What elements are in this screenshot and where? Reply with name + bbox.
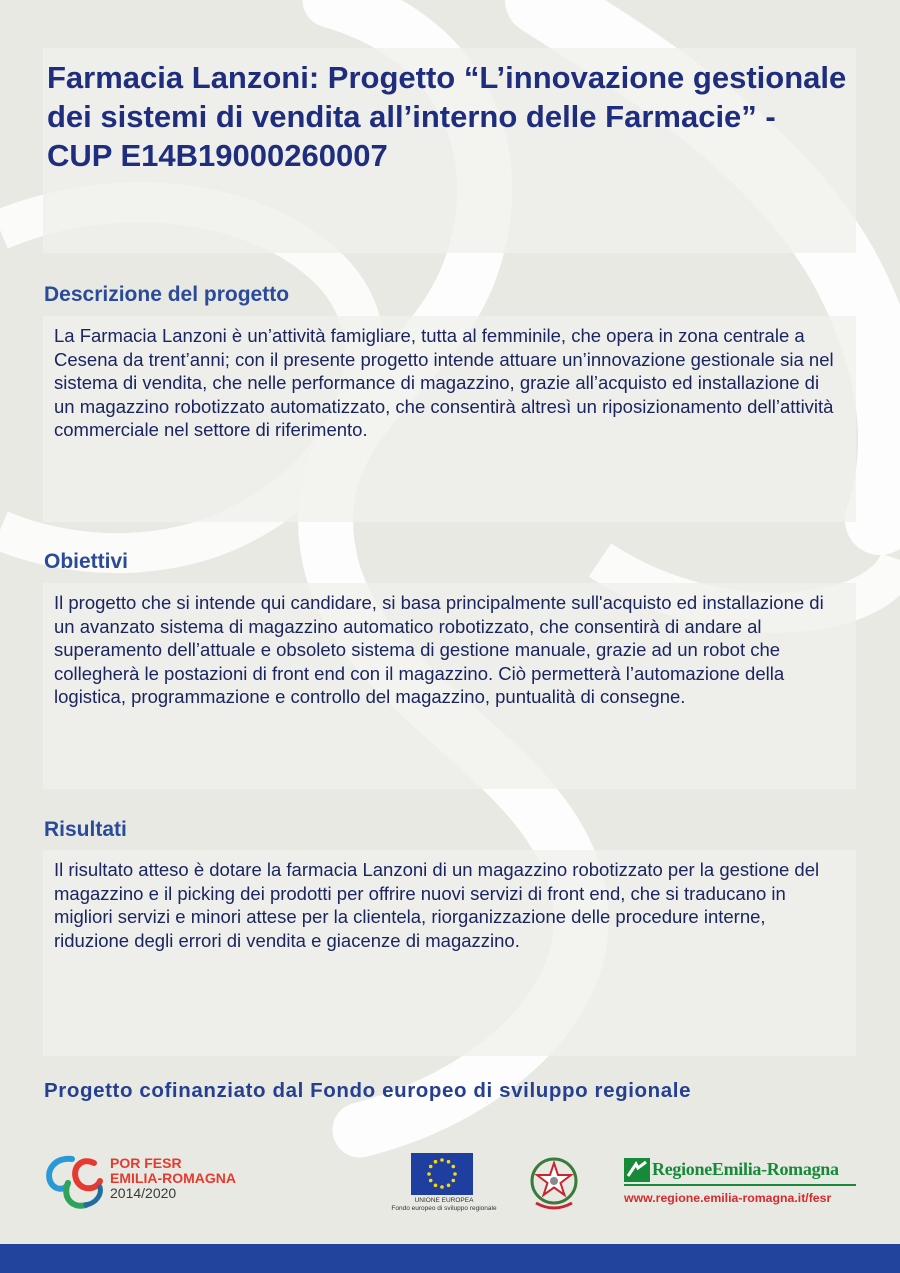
cofinancing-claim: Progetto cofinanziato dal Fondo europeo di sviluppo regionale <box>44 1079 692 1102</box>
por-fesr-logo <box>42 1151 252 1213</box>
regione-emilia-romagna-logo <box>624 1158 858 1210</box>
section-body-risultati: Il risultato atteso è dotare la farmacia Lanzoni di un magazzino robotizzato per la gestione del magazzino e il picking dei prodotti per offrire nuovi servizi di front end, che si traducano in migliori servizi e minori attese per la clientela, riorganizzazione delle procedure interne, riduzione degli errori di vendita e giacenze di magazzino. <box>54 859 820 951</box>
region-url-link[interactable]: www.regione.emilia-romagna.it/fesr <box>624 1191 832 1205</box>
por-fesr-logo-icon <box>42 1151 106 1213</box>
section-body-descrizione: La Farmacia Lanzoni è un’attività famigliare, tutta al femminile, che opera in zona centrale a Cesena da trent’anni; con il presente progetto intende attuare un’innovazione gestionale sia nel sistema di vendita, che nelle performance di magazzino, grazie all’acquisto ed installazione di un magazzino robotizzato automatizzato, che consentirà altresì un riposizionamento dell’attività commerciale nel settore di riferimento. <box>54 325 834 441</box>
eu-caption-fund: Fondo europeo di sviluppo regionale <box>391 1205 497 1212</box>
section-body-obiettivi: Il progetto che si intende qui candidare, si basa principalmente sull'acquisto ed installazione di un avanzato sistema di magazzino automatico robotizzato, che consentirà di andare al superamento dell’attuale e obsoleto sistema di gestione manuale, grazie ad un robot che collegherà le postazioni di front end con il magazzino. Ciò permetterà l’automazione della logistica, programmazione e controllo del magazzino, puntualità di consegne. <box>54 592 824 708</box>
eu-caption-title: UNIONE EUROPEA <box>414 1197 474 1204</box>
por-fesr-label: POR FESR <box>110 1155 182 1171</box>
regione-emilia-romagna-logo-icon <box>624 1158 650 1182</box>
section-heading-descrizione: Descrizione del progetto <box>44 283 290 306</box>
page-title: Farmacia Lanzoni: Progetto “L’innovazione gestionale dei sistemi di vendita all’interno delle Farmacie” - CUP E14B19000260007 <box>47 60 847 173</box>
region-divider <box>624 1184 856 1186</box>
section-heading-risultati: Risultati <box>44 818 127 841</box>
eu-logo <box>389 1153 499 1215</box>
eu-stars <box>411 1153 473 1195</box>
eu-flag-icon <box>411 1153 473 1195</box>
por-fesr-years: 2014/2020 <box>110 1185 177 1201</box>
bottom-bar <box>0 1244 900 1273</box>
por-fesr-region: EMILIA-ROMAGNA <box>110 1170 236 1186</box>
section-heading-obiettivi: Obiettivi <box>44 550 129 573</box>
italian-republic-emblem-icon <box>528 1153 580 1215</box>
region-name: RegioneEmilia-Romagna <box>652 1159 839 1179</box>
